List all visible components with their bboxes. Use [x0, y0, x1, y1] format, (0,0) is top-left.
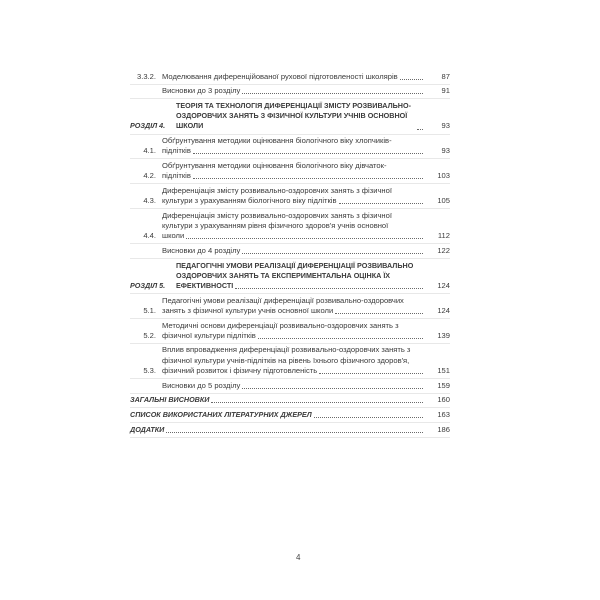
toc-entry-number: 4.3.: [143, 196, 156, 206]
toc-entry-title-line: Обґрунтування методики оцінювання біологічного віку дівчаток-: [162, 160, 387, 170]
toc-entry-page: 93: [441, 121, 450, 131]
toc-entry-number: 5.1.: [143, 305, 156, 315]
toc-entry-title-last-line: підлітків: [162, 146, 191, 156]
toc-entry-number: 4.4.: [143, 231, 156, 241]
toc-entry-title: [162, 161, 450, 181]
toc-entry-page: 93: [441, 146, 450, 156]
toc-entry-title-last-line: СПИСОК ВИКОРИСТАНИХ ЛІТЕРАТУРНИХ ДЖЕРЕЛ: [130, 409, 312, 419]
toc-entry-title-last-line: Висновки до 3 розділу: [162, 86, 241, 96]
toc-entry-title-line: Педагогічні умови реалізації диференціації розвивально-оздоровчих: [162, 295, 404, 305]
toc-entry-title: [162, 211, 450, 242]
toc-entry-title-last-line: ДОДАТКИ: [130, 424, 165, 434]
toc-entry-title-last-line: фізичний розвиток і фізичну підготовленість: [162, 365, 318, 375]
toc-entry-title-line: Вплив впровадження диференціації розвивально-оздоровчих занять з: [162, 345, 411, 355]
toc-entry-number: РОЗДІЛ 5.: [130, 280, 166, 290]
toc-entry-title: [162, 321, 450, 341]
toc-entry-page: 124: [437, 280, 450, 290]
toc-entry-page: 112: [437, 231, 450, 241]
toc-entry: [130, 70, 450, 85]
dot-leader: [417, 129, 423, 130]
toc-entry-page: 151: [437, 365, 450, 375]
toc-entry: [130, 394, 450, 409]
toc-entry-title-last-line: ЗАГАЛЬНІ ВИСНОВКИ: [130, 395, 210, 405]
toc-entry: [130, 99, 450, 134]
toc-entry: [130, 408, 450, 423]
toc-entry-title: [130, 425, 450, 435]
dot-leader: [258, 338, 423, 339]
toc-entry-title: [176, 101, 450, 132]
dot-leader: [242, 388, 423, 389]
toc-entry-page: 122: [437, 245, 450, 255]
toc-entry-number: 5.3.: [143, 365, 156, 375]
toc-entry: [130, 209, 450, 244]
toc-entry-title-line: Диференціація змісту розвивально-оздоровчих занять з фізичної: [162, 210, 392, 220]
toc-entry-title: [162, 72, 450, 82]
toc-entry-title-last-line: Висновки до 5 розділу: [162, 380, 241, 390]
dot-leader: [242, 253, 423, 254]
toc-entry: [130, 85, 450, 100]
toc-entry-page: 91: [441, 86, 450, 96]
toc-entry-title: [162, 381, 450, 391]
toc-entry-title: [162, 296, 450, 316]
toc-entry-title-line: фізичної культури учнів-підлітків на рівень їхнього фізичного здоров'я,: [162, 355, 410, 365]
toc-entry-title-line: культури з урахуванням рівня фізичного здоров'я учнів основної: [162, 220, 389, 230]
toc-entry-page: 103: [437, 171, 450, 181]
table-of-contents: [130, 70, 450, 438]
toc-entry-title-last-line: ЕФЕКТИВНОСТІ: [176, 280, 234, 290]
toc-entry-title-last-line: школи: [162, 231, 185, 241]
toc-entry-page: 163: [437, 409, 450, 419]
toc-entry-page: 159: [437, 380, 450, 390]
toc-entry: [130, 344, 450, 379]
toc-entry-number: РОЗДІЛ 4.: [130, 121, 166, 131]
toc-entry-title-line: Методичні основи диференціації розвивально-оздоровчих занять з: [162, 320, 399, 330]
toc-entry-title-last-line: Висновки до 4 розділу: [162, 245, 241, 255]
dot-leader: [314, 417, 423, 418]
toc-entry-title-last-line: Моделювання диференційованої рухової підготовленості школярів: [162, 71, 398, 81]
toc-entry: [130, 184, 450, 209]
toc-entry-page: 186: [437, 424, 450, 434]
toc-entry-title-last-line: занять з фізичної культури учнів основної школи: [162, 305, 334, 315]
dot-leader: [400, 79, 423, 80]
page-number: 4: [296, 553, 301, 562]
toc-entry-title: [162, 345, 450, 376]
toc-entry-title-line: Диференціація змісту розвивально-оздоровчих занять з фізичної: [162, 185, 392, 195]
dot-leader: [235, 288, 423, 289]
toc-entry: [130, 319, 450, 344]
toc-entry-title-line: Обґрунтування методики оцінювання біологічного віку хлопчиків-: [162, 136, 392, 146]
toc-entry-number: 4.2.: [143, 171, 156, 181]
toc-entry: [130, 294, 450, 319]
toc-entry-title-line: ОЗДОРОВЧИХ ЗАНЯТЬ ТА ЕКСПЕРИМЕНТАЛЬНА ОЦІНКА ЇХ: [176, 270, 391, 280]
toc-entry-title-line: ТЕОРІЯ ТА ТЕХНОЛОГІЯ ДИФЕРЕНЦІАЦІЇ ЗМІСТУ РОЗВИВАЛЬНО-: [176, 100, 411, 110]
toc-entry-page: 124: [437, 305, 450, 315]
toc-entry-number: 5.2.: [143, 330, 156, 340]
toc-entry-title-last-line: фізичної культури підлітків: [162, 330, 256, 340]
toc-entry-title: [162, 136, 450, 156]
dot-leader: [186, 238, 423, 239]
toc-entry-number: 4.1.: [143, 146, 156, 156]
dot-leader: [211, 402, 423, 403]
toc-entry: [130, 244, 450, 259]
dot-leader: [335, 313, 423, 314]
toc-entry-title-line: ПЕДАГОГІЧНІ УМОВИ РЕАЛІЗАЦІЇ ДИФЕРЕНЦІАЦІЇ РОЗВИВАЛЬНО: [176, 260, 414, 270]
dot-leader: [242, 93, 423, 94]
toc-entry: [130, 379, 450, 394]
toc-entry-title-last-line: ОЗДОРОВЧИХ ЗАНЯТЬ З ФІЗИЧНОЇ КУЛЬТУРИ УЧНІВ ОСНОВНОЇ ШКОЛИ: [176, 111, 415, 131]
toc-entry: [130, 159, 450, 184]
dot-leader: [193, 153, 423, 154]
toc-entry-title: [162, 246, 450, 256]
toc-entry-number: 3.3.2.: [137, 71, 156, 81]
toc-entry-page: 87: [441, 71, 450, 81]
dot-leader: [193, 178, 423, 179]
toc-entry-title: [176, 261, 450, 292]
dot-leader: [166, 432, 423, 433]
toc-entry: [130, 135, 450, 160]
toc-entry-title: [162, 86, 450, 96]
toc-entry: [130, 259, 450, 294]
toc-entry-page: 105: [437, 196, 450, 206]
toc-entry-page: 160: [437, 395, 450, 405]
toc-entry-title: [130, 410, 450, 420]
dot-leader: [339, 203, 423, 204]
dot-leader: [319, 373, 423, 374]
toc-entry-title: [162, 186, 450, 206]
toc-entry-page: 139: [437, 330, 450, 340]
toc-entry: [130, 423, 450, 438]
toc-entry-title-last-line: культури з урахуванням біологічного віку підлітків: [162, 196, 337, 206]
toc-entry-title-last-line: підлітків: [162, 171, 191, 181]
toc-entry-title: [130, 395, 450, 405]
